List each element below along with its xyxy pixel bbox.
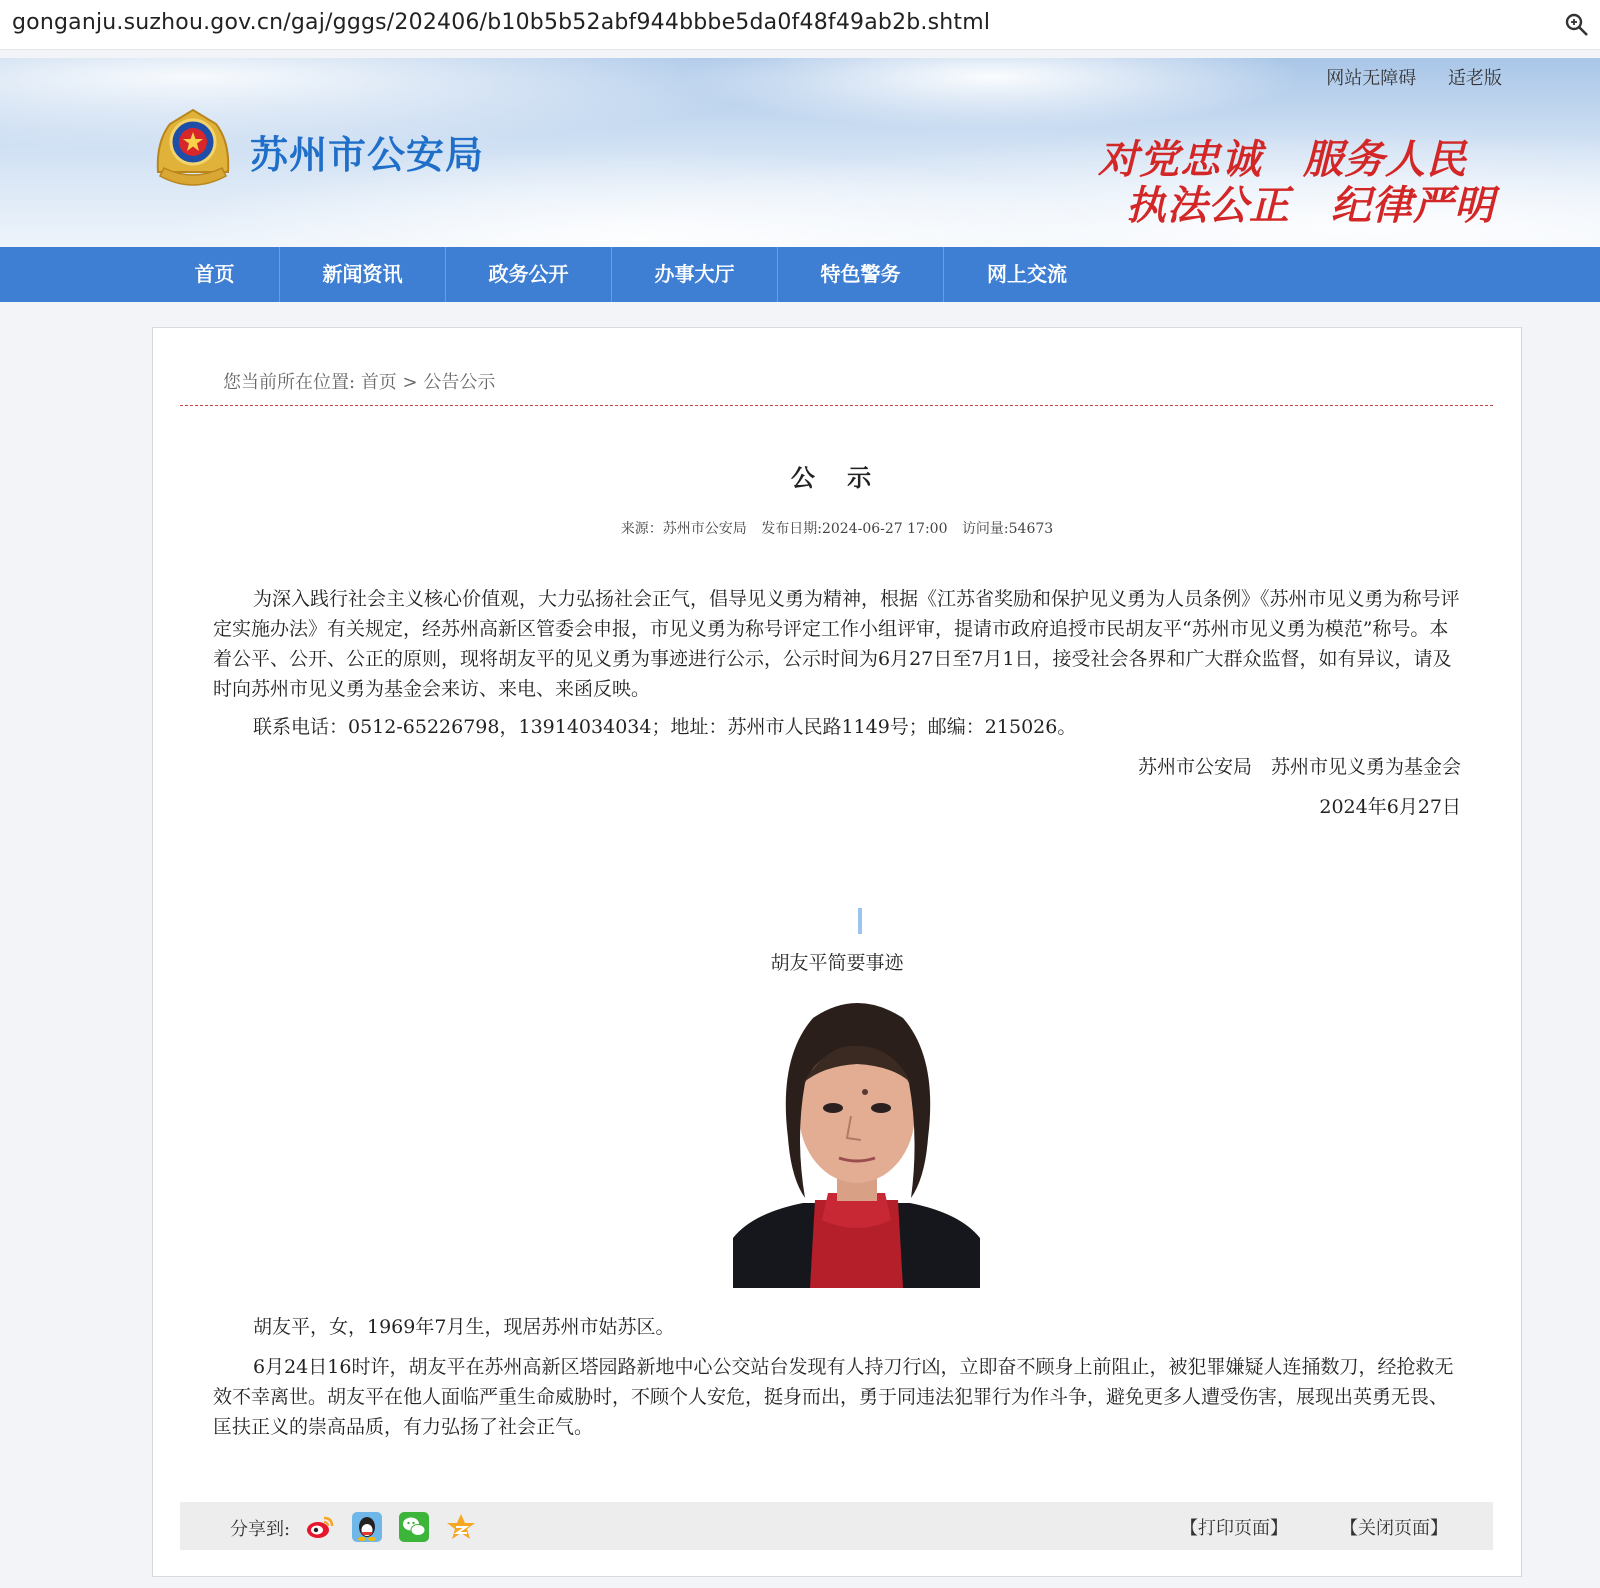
site-title[interactable]: 苏州市公安局 [250,133,485,177]
article-signature: 苏州市公安局 苏州市见义勇为基金会 [1137,756,1461,778]
share-bar [180,1502,1493,1550]
nav-item-home[interactable]: 首页 [150,247,280,302]
cursor-marker [858,908,862,934]
nav-item-police-features[interactable]: 特色警务 [778,247,944,302]
breadcrumb-prefix: 您当前所在位置: [223,372,356,393]
article-title: 公 示 [790,463,884,492]
accessibility-link[interactable]: 网站无障碍 [1326,68,1417,89]
portrait-photo [733,988,980,1288]
weibo-icon[interactable] [305,1512,335,1542]
breadcrumb-home[interactable]: 首页 [360,372,397,393]
close-page-button[interactable]: 【关闭页面】 [1340,1518,1448,1539]
slogan-line-1: 对党忠诚 服务人民 [1098,137,1467,183]
breadcrumb-current[interactable]: 公告公示 [423,372,496,393]
article-paragraph-2: 联系电话：0512-65226798，13914034034；地址：苏州市人民路1149号；邮编：215026。 [253,716,1077,738]
article-sign-date: 2024年6月27日 [1319,796,1461,818]
article-date: 发布日期:2024-06-27 17:00 [761,521,948,537]
elderly-mode-link[interactable]: 适老版 [1448,68,1502,89]
print-page-button[interactable]: 【打印页面】 [1180,1518,1288,1539]
breadcrumb-separator: > [402,372,418,393]
article-container [152,327,1522,1577]
article-source: 来源：苏州市公安局 [620,521,747,537]
qzone-icon[interactable] [446,1512,476,1542]
article-meta [153,518,1521,538]
breadcrumb-divider [180,405,1493,406]
nav-item-online-exchange[interactable]: 网上交流 [987,262,1067,286]
nav-item-service-hall[interactable]: 办事大厅 [612,247,778,302]
nav-item-news[interactable]: 新闻资讯 [280,247,446,302]
qq-icon[interactable] [352,1512,382,1542]
url-text[interactable]: gonganju.suzhou.gov.cn/gaj/gggs/202406/b10b5b52abf944bbbe5da0f48f49ab2b.shtml [12,10,991,35]
article-views: 访问量:54673 [961,521,1054,537]
breadcrumb [223,368,495,394]
deeds-subtitle: 胡友平简要事迹 [770,952,904,974]
wechat-icon[interactable] [399,1512,429,1542]
browser-address-bar[interactable] [0,0,1600,50]
slogan-line-2: 执法公正 纪律严明 [1126,183,1495,229]
article-paragraph-1: 为深入践行社会主义核心价值观，大力弘扬社会正气，倡导见义勇为精神，根据《江苏省奖励和保护见义勇为人员条例》《苏州市见义勇为称号评定实施办法》有关规定，经苏州高新区管委会申报，市见义勇为称号评定工作小组评审，提请市政府追授市民胡友平“苏州市见义勇为模范”称号。本着公平、公开、公正的原则，现将胡友平的见义勇为事迹进行公示，公示时间为6月27日至7月1日，接受社会各界和广大群众监督，如有异议，请及时向苏州市见义勇为基金会来访、来电、来函反映。 [213,588,1460,700]
police-badge-icon [150,102,236,190]
zoom-icon[interactable] [1564,12,1590,38]
site-banner [0,58,1600,247]
top-links [1300,64,1502,90]
article-paragraph-3: 胡友平，女，1969年7月生，现居苏州市姑苏区。 [253,1316,675,1338]
share-label: 分享到: [230,1519,291,1540]
article-paragraph-4: 6月24日16时许，胡友平在苏州高新区塔园路新地中心公交站台发现有人持刀行凶，立即奋不顾身上前阻止，被犯罪嫌疑人连捅数刀，经抢救无效不幸离世。胡友平在他人面临严重生命威胁时，不顾个人安危，挺身而出，勇于同违法犯罪行为作斗争，避免更多人遭受伤害，展现出英勇无畏、匡扶正义的崇高品质，有力弘扬了社会正气。 [213,1356,1454,1438]
nav-item-government-affairs[interactable]: 政务公开 [446,247,612,302]
main-nav [0,247,1600,302]
